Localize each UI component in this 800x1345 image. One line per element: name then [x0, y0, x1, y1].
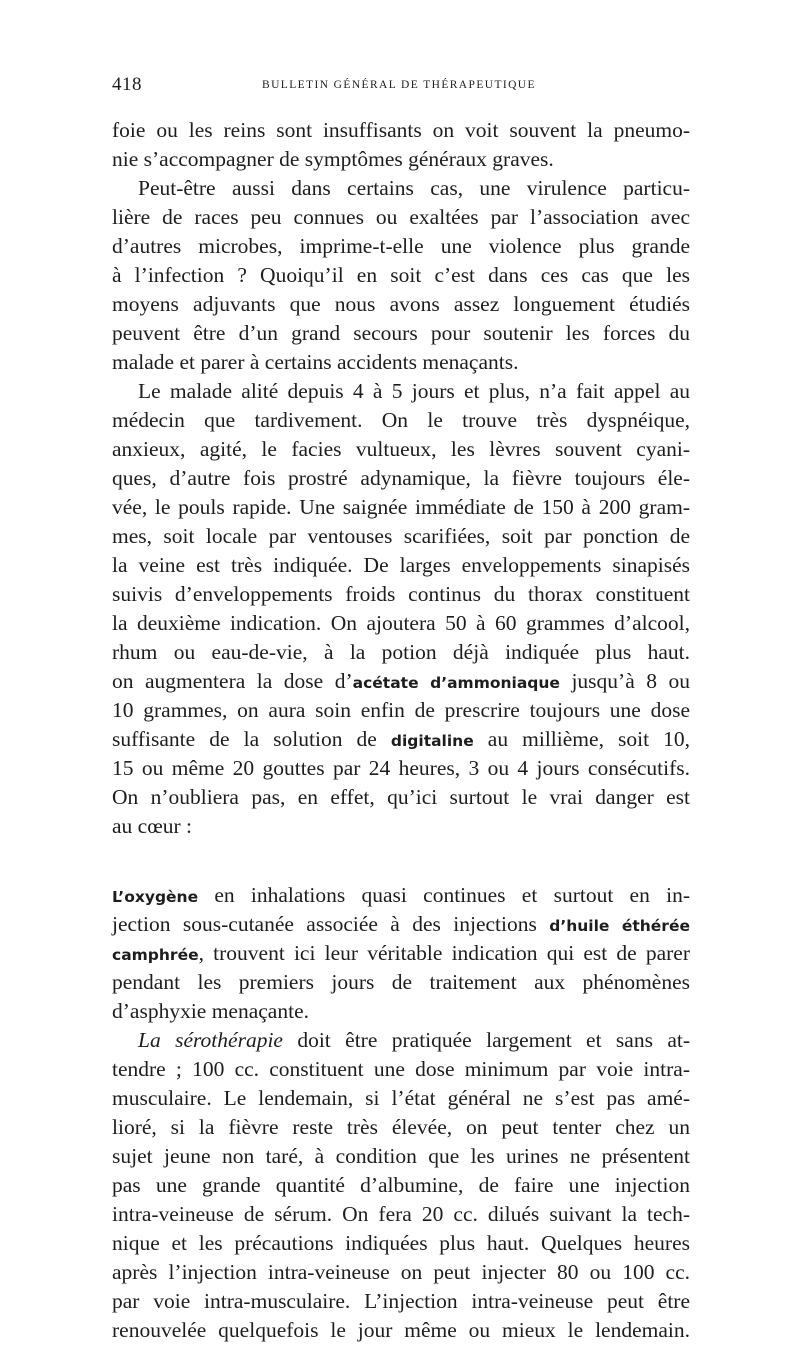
- text-line: ques, d’autre fois prostré adynamique, la fièvre toujours éle-: [112, 466, 690, 490]
- text-line: [112, 667, 690, 696]
- section-gap: [112, 841, 690, 881]
- text-line: moyens adjuvants que nous avons assez longuement étudiés: [112, 292, 690, 316]
- text-line: malade et parer à certains accidents menaçants.: [112, 350, 519, 374]
- text-run: jection sous-cutanée associée à des injections: [112, 912, 550, 936]
- text-line: 10 grammes, on aura soin enfin de prescrire toujours une dose: [112, 698, 690, 722]
- text-line: sujet jeune non taré, à condition que les urines ne présentent: [112, 1144, 690, 1168]
- text-run: on augmentera la dose d’: [112, 669, 353, 693]
- emphasized-term: camphrée: [112, 946, 199, 964]
- text-line: peuvent être d’un grand secours pour soutenir les forces du: [112, 321, 690, 345]
- text-line: Peut-être aussi dans certains cas, une virulence particu-: [138, 176, 690, 200]
- text-run: doit être pratiquée largement et sans at-: [282, 1028, 690, 1052]
- text-line: suivis d’enveloppements froids continus du thorax constituent: [112, 582, 690, 606]
- text-line: mes, soit locale par ventouses scarifiées, soit par ponction de: [112, 524, 690, 548]
- text-run: , trouvent ici leur véritable indication qui est de parer: [198, 941, 690, 965]
- text-line: d’autres microbes, imprime-t-elle une violence plus grande: [112, 234, 690, 258]
- text-line: [112, 1026, 690, 1055]
- emphasized-term: L’oxygène: [112, 888, 199, 906]
- italic-term: La sérothérapie: [138, 1028, 283, 1052]
- text-line: après l’injection intra-veineuse on peut injecter 80 ou 100 cc.: [112, 1260, 690, 1284]
- text-line: nie s’accompagner de symptômes généraux graves.: [112, 147, 554, 171]
- text-line: [112, 881, 690, 910]
- text-line: d’asphyxie menaçante.: [112, 999, 309, 1023]
- text-run: en inhalations quasi continues et surtout en in-: [198, 883, 690, 907]
- text-line: par voie intra-musculaire. L’injection intra-veineuse peut être: [112, 1289, 690, 1313]
- text-line: [112, 725, 690, 754]
- text-line: médecin que tardivement. On le trouve très dyspnéique,: [112, 408, 690, 432]
- body-text: [112, 116, 690, 1345]
- text-run: jusqu’à 8 ou: [559, 669, 690, 693]
- text-line: foie ou les reins sont insuffisants on voit souvent la pneumo-: [112, 118, 690, 142]
- text-line: lioré, si la fièvre reste très élevée, on peut tenter chez un: [112, 1115, 690, 1139]
- text-line: On n’oubliera pas, en effet, qu’ici surtout le vrai danger est: [112, 785, 690, 809]
- text-line: la veine est très indiquée. De larges enveloppements sinapisés: [112, 553, 690, 577]
- text-line: vée, le pouls rapide. Une saignée immédiate de 150 à 200 gram-: [112, 495, 690, 519]
- text-line: nique et les précautions indiquées plus haut. Quelques heures: [112, 1231, 690, 1255]
- text-run: suffisante de la solution de: [112, 727, 391, 751]
- text-line: [112, 939, 690, 968]
- text-line: lière de races peu connues ou exaltées par l’association avec: [112, 205, 690, 229]
- emphasized-term: d’huile éthérée: [549, 917, 690, 935]
- text-line: musculaire. Le lendemain, si l’état général ne s’est pas amé-: [112, 1086, 690, 1110]
- text-line: rhum ou eau-de-vie, à la potion déjà indiquée plus haut.: [112, 640, 690, 664]
- text-line: 15 ou même 20 gouttes par 24 heures, 3 ou 4 jours consécutifs.: [112, 756, 690, 780]
- text-line: au cœur :: [112, 814, 192, 838]
- text-line: tendre ; 100 cc. constituent une dose minimum par voie intra-: [112, 1057, 690, 1081]
- running-title: BULLETIN GÉNÉRAL DE THÉRAPEUTIQUE: [262, 79, 536, 91]
- text-line: pendant les premiers jours de traitement aux phénomènes: [112, 970, 690, 994]
- page-number: 418: [112, 74, 142, 95]
- text-line: [112, 910, 690, 939]
- text-line: à l’infection ? Quoiqu’il en soit c’est dans ces cas que les: [112, 263, 690, 287]
- text-line: Le malade alité depuis 4 à 5 jours et plus, n’a fait appel au: [138, 379, 690, 403]
- emphasized-term: acétate d’ammoniaque: [352, 674, 560, 692]
- page-header: [112, 72, 688, 102]
- text-line: la deuxième indication. On ajoutera 50 à 60 grammes d’alcool,: [112, 611, 690, 635]
- text-run: au millième, soit 10,: [473, 727, 690, 751]
- text-line: renouvelée quelquefois le jour même ou mieux le lendemain.: [112, 1318, 690, 1342]
- emphasized-term: digitaline: [390, 732, 474, 750]
- text-line: anxieux, agité, le facies vultueux, les lèvres souvent cyani-: [112, 437, 690, 461]
- text-line: pas une grande quantité d’albumine, de faire une injection: [112, 1173, 690, 1197]
- text-line: intra-veineuse de sérum. On fera 20 cc. dilués suivant la tech-: [112, 1202, 690, 1226]
